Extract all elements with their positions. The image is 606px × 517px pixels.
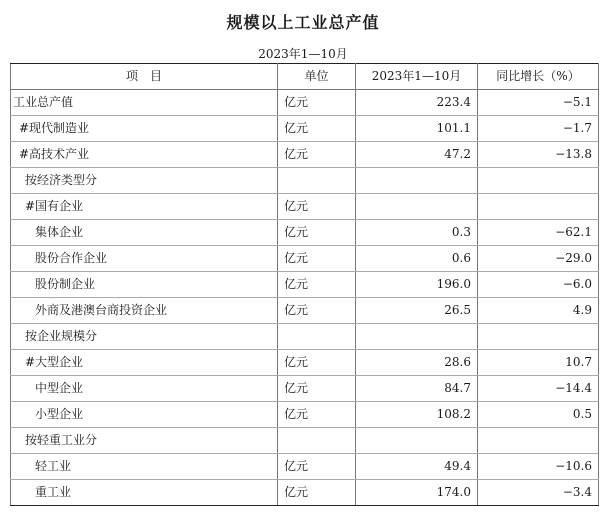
row-item-label: 重工业	[11, 480, 278, 506]
row-unit	[278, 324, 356, 350]
row-value: 174.0	[356, 480, 478, 506]
row-unit: 亿元	[278, 142, 356, 168]
row-growth: 10.7	[478, 350, 599, 376]
row-unit	[278, 428, 356, 454]
row-growth: −1.7	[478, 116, 599, 142]
page-title: 规模以上工业总产值	[226, 13, 380, 32]
table-header-row	[11, 64, 599, 90]
row-unit: 亿元	[278, 350, 356, 376]
row-item-label: 轻工业	[11, 454, 278, 480]
row-growth: −29.0	[478, 246, 599, 272]
table-row	[11, 428, 599, 454]
row-unit: 亿元	[278, 272, 356, 298]
row-item-label: 按企业规模分	[11, 324, 278, 350]
table-row	[11, 220, 599, 246]
row-value	[356, 194, 478, 220]
row-value: 0.3	[356, 220, 478, 246]
header-item: 项 目	[11, 64, 278, 90]
table-row	[11, 298, 599, 324]
row-value: 108.2	[356, 402, 478, 428]
row-unit	[278, 168, 356, 194]
row-unit: 亿元	[278, 90, 356, 116]
row-growth	[478, 194, 599, 220]
table-row	[11, 376, 599, 402]
row-value	[356, 324, 478, 350]
row-unit: 亿元	[278, 376, 356, 402]
row-value	[356, 168, 478, 194]
row-growth: −14.4	[478, 376, 599, 402]
row-growth: 4.9	[478, 298, 599, 324]
row-growth: −62.1	[478, 220, 599, 246]
industrial-output-table	[10, 63, 599, 506]
row-item-label: 工业总产值	[11, 90, 278, 116]
header-growth: 同比增长（%）	[478, 64, 599, 90]
row-item-label: 外商及港澳台商投资企业	[11, 298, 278, 324]
row-value: 101.1	[356, 116, 478, 142]
table-row	[11, 454, 599, 480]
table-row	[11, 90, 599, 116]
row-value: 49.4	[356, 454, 478, 480]
row-unit: 亿元	[278, 220, 356, 246]
table-row	[11, 116, 599, 142]
row-growth: −6.0	[478, 272, 599, 298]
row-value: 28.6	[356, 350, 478, 376]
row-growth: −10.6	[478, 454, 599, 480]
row-growth: −3.4	[478, 480, 599, 506]
header-period: 2023年1—10月	[356, 64, 478, 90]
table-row	[11, 324, 599, 350]
row-growth	[478, 168, 599, 194]
table-row	[11, 480, 599, 506]
row-item-label: 股份合作企业	[11, 246, 278, 272]
row-item-label: 集体企业	[11, 220, 278, 246]
table-row	[11, 402, 599, 428]
row-item-label: #大型企业	[11, 350, 278, 376]
row-growth: 0.5	[478, 402, 599, 428]
row-growth	[478, 428, 599, 454]
row-unit: 亿元	[278, 480, 356, 506]
row-unit: 亿元	[278, 298, 356, 324]
row-value: 84.7	[356, 376, 478, 402]
row-unit: 亿元	[278, 116, 356, 142]
row-item-label: 中型企业	[11, 376, 278, 402]
table-row	[11, 168, 599, 194]
row-value: 223.4	[356, 90, 478, 116]
table-row	[11, 350, 599, 376]
row-growth	[478, 324, 599, 350]
row-unit: 亿元	[278, 194, 356, 220]
row-value: 47.2	[356, 142, 478, 168]
row-item-label: 股份制企业	[11, 272, 278, 298]
row-unit: 亿元	[278, 454, 356, 480]
row-item-label: 按轻重工业分	[11, 428, 278, 454]
table-row	[11, 272, 599, 298]
row-item-label: 按经济类型分	[11, 168, 278, 194]
row-growth: −13.8	[478, 142, 599, 168]
row-growth: −5.1	[478, 90, 599, 116]
row-item-label: #国有企业	[11, 194, 278, 220]
row-unit: 亿元	[278, 246, 356, 272]
table-row	[11, 194, 599, 220]
row-value: 26.5	[356, 298, 478, 324]
row-unit: 亿元	[278, 402, 356, 428]
header-unit: 单位	[278, 64, 356, 90]
row-item-label: 小型企业	[11, 402, 278, 428]
table-row	[11, 246, 599, 272]
period-subtitle: 2023年1—10月	[258, 47, 348, 61]
row-value: 196.0	[356, 272, 478, 298]
row-value	[356, 428, 478, 454]
row-value: 0.6	[356, 246, 478, 272]
row-item-label: #高技术产业	[11, 142, 278, 168]
row-item-label: #现代制造业	[11, 116, 278, 142]
table-row	[11, 142, 599, 168]
